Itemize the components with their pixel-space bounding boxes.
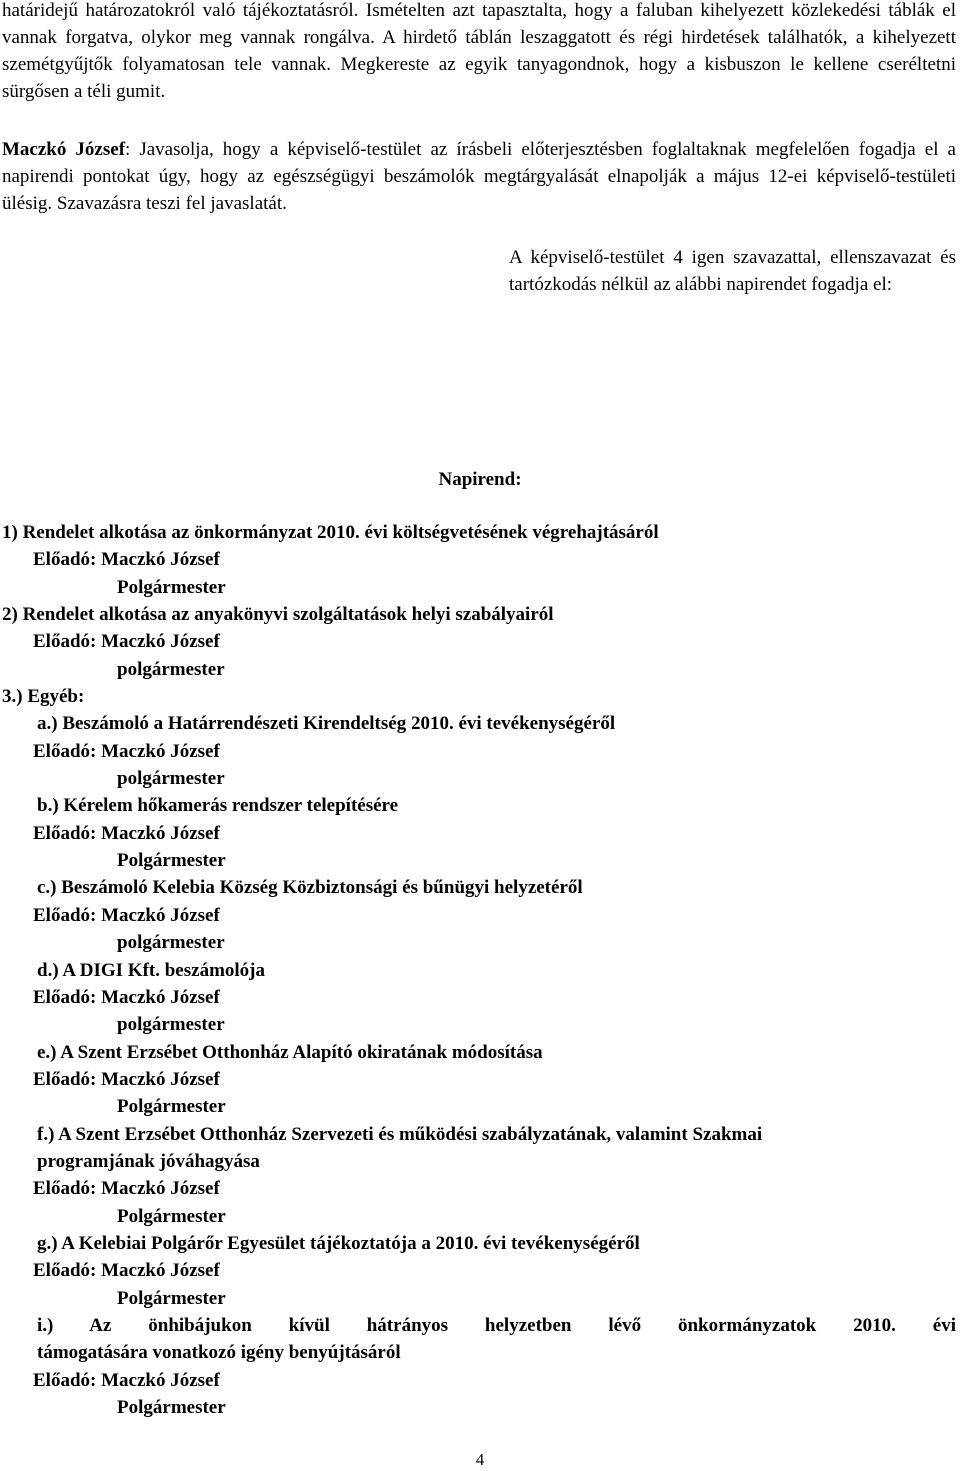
agenda-item-3i-continued: támogatására vonatkozó igény benyújtásáról	[37, 1342, 401, 1364]
agenda-item-3d: d.) A DIGI Kft. beszámolója	[37, 959, 265, 981]
agenda-item-2: 2) Rendelet alkotása az anyakönyvi szolgáltatások helyi szabályairól	[2, 604, 554, 626]
agenda-item-3i-role: Polgármester	[117, 1397, 226, 1418]
agenda-item-3a: a.) Beszámoló a Határrendészeti Kirendeltség 2010. évi tevékenységéről	[37, 713, 616, 735]
agenda-item-3b-presenter: Előadó: Maczkó József	[33, 822, 220, 844]
agenda-item-2-presenter: Előadó: Maczkó József	[33, 631, 220, 653]
proposal-paragraph	[2, 136, 956, 217]
agenda-item-3g: g.) A Kelebiai Polgárőr Egyesület tájékoztatója a 2010. évi tevékenységéről	[37, 1232, 640, 1254]
agenda-title: Napirend:	[438, 469, 522, 490]
page-number: 4	[475, 1450, 485, 1469]
agenda-item-3d-role: polgármester	[117, 1014, 225, 1036]
agenda-item-3i: i.) Az önhibájukon kívül hátrányos helyzetben lévő önkormányzatok 2010. évi	[37, 1314, 956, 1336]
agenda-item-3f: f.) A Szent Erzsébet Otthonház Szervezeti és működési szabályzatának, valamint Szakmai	[37, 1123, 763, 1145]
agenda-item-1-presenter: Előadó: Maczkó József	[33, 549, 220, 571]
agenda-item-2-role: polgármester	[117, 658, 225, 680]
agenda-item-3g-presenter: Előadó: Maczkó József	[33, 1260, 220, 1282]
agenda-item-3c: c.) Beszámoló Kelebia Község Közbiztonsági és bűnügyi helyzetéről	[37, 877, 583, 899]
agenda-item-3e: e.) A Szent Erzsébet Otthonház Alapító okiratának módosítása	[37, 1041, 543, 1063]
intro-paragraph: határidejű határozatokról való tájékoztatásról. Ismételten azt tapasztalta, hogy a faluban kihelyezett közlekedési táblák el vannak forgatva, olykor meg vannak rongálva. A hirdető táblán leszaggatott és régi hirdetések találhatók, a kihelyezett szemétgyűjtők folyamatosan tele vannak. Megkereste az egyik tanyagondnok, hogy a kisbuszon le kellene cseréltetni sürgősen a téli gumit.	[2, 0, 956, 102]
agenda-item-3d-presenter: Előadó: Maczkó József	[33, 986, 220, 1008]
agenda-list	[0, 519, 960, 1421]
agenda-item-3f-presenter: Előadó: Maczkó József	[33, 1178, 220, 1200]
speaker-name: Maczkó József	[2, 139, 126, 160]
agenda-item-3g-role: Polgármester	[117, 1287, 226, 1309]
agenda-item-3: 3.) Egyéb:	[2, 686, 85, 708]
agenda-item-3f-role: Polgármester	[117, 1205, 226, 1227]
agenda-item-3f-continued: programjának jóváhagyása	[37, 1150, 260, 1172]
agenda-item-3e-presenter: Előadó: Maczkó József	[33, 1068, 220, 1090]
resolution-text: A képviselő-testület 4 igen szavazattal, ellenszavazat és tartózkodás nélkül az alábbi napirendet fogadja el:	[509, 247, 956, 295]
agenda-item-3b: b.) Kérelem hőkamerás rendszer telepítésére	[37, 795, 399, 817]
agenda-item-3a-role: polgármester	[117, 768, 225, 790]
agenda-item-3a-presenter: Előadó: Maczkó József	[33, 740, 220, 762]
proposal-text: : Javasolja, hogy a képviselő-testület az írásbeli előterjesztésben foglaltaknak megfelelően fogadja el a napirendi pontokat úgy, hogy az egészségügyi beszámolók megtárgyalását elnapolják a május 12-ei képviselő-testületi ülésig. Szavazásra teszi fel javaslatát.	[2, 139, 956, 214]
agenda-item-1: 1) Rendelet alkotása az önkormányzat 2010. évi költségvetésének végrehajtásáról	[2, 522, 659, 543]
agenda-item-3e-role: Polgármester	[117, 1096, 226, 1118]
agenda-item-1-role: Polgármester	[117, 576, 226, 598]
agenda-item-3c-role: polgármester	[117, 932, 225, 954]
agenda-item-3i-presenter: Előadó: Maczkó József	[33, 1369, 220, 1391]
agenda-item-3c-presenter: Előadó: Maczkó József	[33, 904, 220, 926]
agenda-item-3b-role: Polgármester	[117, 850, 226, 872]
